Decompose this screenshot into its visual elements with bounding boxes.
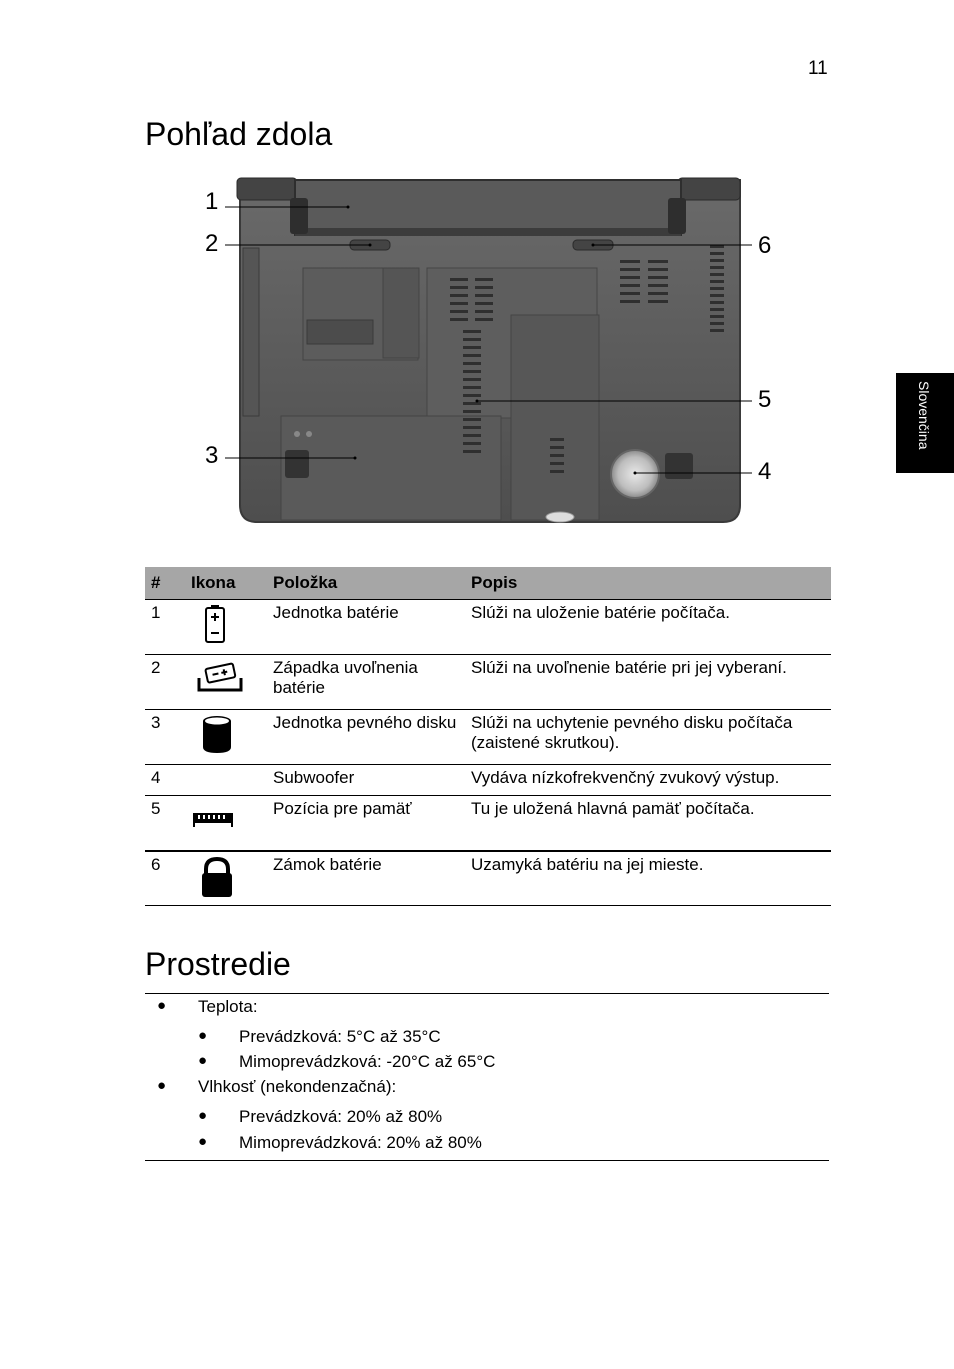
row-item: Západka uvoľnenia batérie [267, 655, 465, 710]
language-tab-label: Slovenčina [916, 381, 932, 450]
page-number: 11 [808, 58, 828, 79]
section-title-bottom-view: Pohľad zdola [145, 116, 333, 152]
row-description: Vydáva nízkofrekvenčný zvukový výstup. [465, 765, 831, 796]
callout-3: 3 [205, 442, 219, 469]
row-icon [185, 655, 267, 710]
bullet-icon: ● [198, 1107, 208, 1124]
row-description: Slúži na uchytenie pevného disku počítača (zaistené skrutkou). [465, 710, 831, 765]
bottom-view-table [145, 567, 831, 906]
environment-specs [145, 993, 829, 1161]
lock-icon [191, 855, 251, 901]
callout-2: 2 [205, 230, 219, 257]
row-item: Pozícia pre pamäť [267, 796, 465, 851]
table-row [145, 655, 831, 710]
row-icon [185, 851, 267, 906]
row-number: 3 [145, 710, 185, 765]
row-description: Slúži na uloženie batérie počítača. [465, 600, 831, 655]
row-item: Jednotka batérie [267, 600, 465, 655]
memory-icon [191, 799, 251, 835]
header-number: # [145, 567, 185, 600]
laptop-bottom-view-figure [195, 170, 785, 530]
row-number: 6 [145, 851, 185, 906]
hard-disk-icon [191, 713, 251, 755]
table-row [145, 796, 831, 851]
row-item: Jednotka pevného disku [267, 710, 465, 765]
table-header-row [145, 567, 831, 600]
laptop-bottom-illustration [195, 170, 785, 530]
callout-4: 4 [758, 458, 772, 485]
row-item: Subwoofer [267, 765, 465, 796]
callout-6: 6 [758, 232, 772, 259]
bullet-icon: ● [198, 1052, 208, 1069]
bullet-icon: ● [157, 1077, 167, 1094]
table-row [145, 710, 831, 765]
header-icon: Ikona [185, 567, 267, 600]
row-description: Slúži na uvoľnenie batérie pri jej vyberaní. [465, 655, 831, 710]
table-row [145, 765, 831, 796]
header-description: Popis [465, 567, 831, 600]
row-icon [185, 765, 267, 796]
battery-icon [191, 603, 251, 647]
bullet-icon: ● [198, 1133, 208, 1150]
table-row [145, 600, 831, 655]
bullet-icon: ● [157, 997, 167, 1014]
row-description: Uzamyká batériu na jej mieste. [465, 851, 831, 906]
language-tab [896, 373, 954, 473]
bullet-icon: ● [198, 1027, 208, 1044]
row-icon [185, 600, 267, 655]
row-number: 2 [145, 655, 185, 710]
header-item: Položka [267, 567, 465, 600]
humidity-non-operating: Mimoprevádzková: 20% až 80% [239, 1133, 482, 1152]
table-row [145, 851, 831, 906]
temperature-non-operating: Mimoprevádzková: -20°C až 65°C [239, 1052, 496, 1071]
row-icon [185, 796, 267, 851]
callout-1: 1 [205, 188, 219, 215]
temperature-operating: Prevádzková: 5°C až 35°C [239, 1027, 441, 1046]
row-number: 4 [145, 765, 185, 796]
row-item: Zámok batérie [267, 851, 465, 906]
callout-5: 5 [758, 386, 772, 413]
temperature-label: Teplota: [198, 997, 258, 1016]
battery-release-icon [191, 658, 251, 696]
humidity-label: Vlhkosť (nekondenzačná): [198, 1077, 397, 1096]
row-number: 1 [145, 600, 185, 655]
humidity-operating: Prevádzková: 20% až 80% [239, 1107, 443, 1126]
row-description: Tu je uložená hlavná pamäť počítača. [465, 796, 831, 851]
row-icon [185, 710, 267, 765]
section-title-environment: Prostredie [145, 946, 291, 982]
row-number: 5 [145, 796, 185, 851]
